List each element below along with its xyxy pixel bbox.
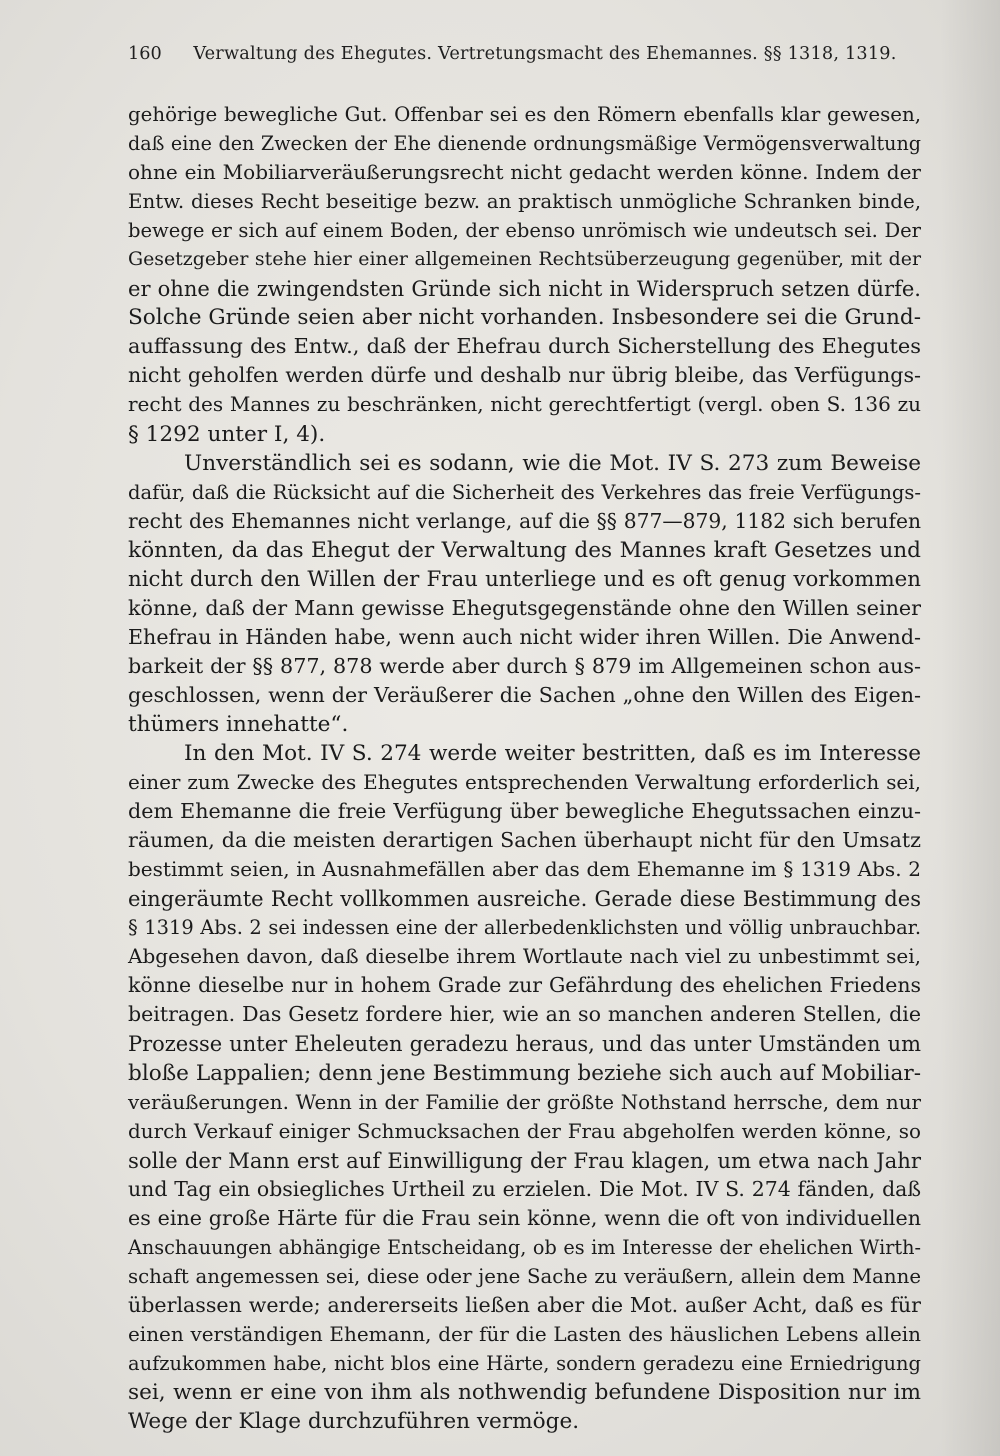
text-line: Prozesse unter Eheleuten geradezu heraus, und das unter Umständen um [128,1031,921,1056]
text-line: Gesetzgeber stehe hier einer allgemeinen Rechtsüberzeugung gegenüber, mit der [128,248,921,271]
paragraph [128,449,921,739]
text-line: bestimmt seien, in Ausnahmefällen aber das dem Ehemanne im § 1319 Abs. 2 [128,857,921,882]
text-line: Wege der Klage durchzuführen vermöge. [128,1409,580,1435]
paragraph [128,739,921,1436]
text-line: er ohne die zwingendsten Gründe sich nicht in Widerspruch setzen dürfe. [128,276,921,302]
running-title: Verwaltung des Ehegutes. Vertretungsmacht des Ehemannes. §§ 1318, 1319. [193,44,897,64]
text-line: sei, wenn er eine von ihm als nothwendig befundene Disposition nur im [128,1380,921,1406]
text-line: könne dieselbe nur in hohem Grade zur Gefährdung des ehelichen Friedens [128,973,921,998]
text-line: und Tag ein obsiegliches Urtheil zu erzielen. Die Mot. IV S. 274 fänden, daß [128,1176,921,1201]
text-line: könnten, da das Ehegut der Verwaltung des Mannes kraft Gesetzes und [128,537,921,563]
text-line: Entw. dieses Recht beseitige bezw. an praktisch unmögliche Schranken binde, [128,190,921,214]
text-line: daß eine den Zwecken der Ehe dienende ordnungsmäßige Vermögensverwaltung [128,132,921,156]
text-line: schaft angemessen sei, diese oder jene Sache zu veräußern, allein dem Manne [128,1264,921,1288]
text-line: nicht durch den Willen der Frau unterliege und es oft genug vorkommen [128,566,921,592]
text-line: ohne ein Mobiliarveräußerungsrecht nicht gedacht werden könne. Indem der [128,160,921,185]
text-line: Abgesehen davon, daß dieselbe ihrem Wortlaute nach viel zu unbestimmt sei, [128,944,921,969]
text-line: Anschauungen abhängige Entscheidang, ob es im Interesse der ehelichen Wirth- [128,1235,921,1259]
text-line: räumen, da die meisten derartigen Sachen überhaupt nicht für den Umsatz [128,828,921,853]
text-line: geschlossen, wenn der Veräußerer die Sachen „ohne den Willen des Eigen- [128,682,921,707]
text-line: eingeräumte Recht vollkommen ausreiche. Gerade diese Bestimmung des [128,886,921,912]
text-line: § 1319 Abs. 2 sei indessen eine der allerbedenklichsten und völlig unbrauchbar. [128,916,921,940]
text-line: barkeit der §§ 877, 878 werde aber durch § 879 im Allgemeinen schon aus- [128,653,921,678]
text-line: überlassen werde; andererseits ließen aber die Mot. außer Acht, daß es für [128,1292,921,1317]
text-line: bloße Lappalien; denn jene Bestimmung beziehe sich auch auf Mobiliar- [128,1060,921,1086]
text-line: recht des Ehemannes nicht verlange, auf die §§ 877—879, 1182 sich berufen [128,508,921,533]
body-text [128,100,921,1436]
text-line: nicht geholfen werden dürfe und deshalb nur übrig bleibe, das Verfügungs- [128,363,921,388]
text-line: es eine große Härte für die Frau sein könne, wenn die oft von individuellen [128,1205,921,1230]
text-line: einer zum Zwecke des Ehegutes entsprechenden Verwaltung erforderlich sei, [128,770,921,795]
text-line: dafür, daß die Rücksicht auf die Sicherheit des Verkehres das freie Verfügungs- [128,480,921,504]
text-line: veräußerungen. Wenn in der Familie der größte Nothstand herrsche, dem nur [128,1090,921,1114]
text-line: dem Ehemanne die freie Verfügung über bewegliche Ehegutssachen einzu- [128,799,921,824]
page-header [128,44,898,76]
text-line: könne, daß der Mann gewisse Ehegutsgegenstände ohne den Willen seiner [128,595,921,620]
text-line: recht des Mannes zu beschränken, nicht gerechtfertigt (vergl. oben S. 136 zu [128,392,921,417]
paragraph [128,100,921,449]
text-line: Ehefrau in Händen habe, wenn auch nicht wider ihren Willen. Die Anwend- [128,624,921,649]
text-line: Solche Gründe seien aber nicht vorhanden. Insbesondere sei die Grund- [128,305,921,331]
text-line: durch Verkauf einiger Schmucksachen der Frau abgeholfen werden könne, so [128,1119,921,1143]
page-edge-shadow [940,0,1000,1456]
text-line: gehörige bewegliche Gut. Offenbar sei es den Römern ebenfalls klar gewesen, [128,103,921,126]
text-line: Unverständlich sei es sodann, wie die Mot. IV S. 273 zum Beweise [184,450,921,476]
text-line: aufzukommen habe, nicht blos eine Härte, sondern geradezu eine Erniedrigung [128,1352,921,1376]
text-line: § 1292 unter I, 4). [128,421,326,447]
text-line: bewege er sich auf einem Boden, der ebenso unrömisch wie undeutsch sei. Der [128,219,921,243]
page-number: 160 [128,44,162,64]
text-line: einen verständigen Ehemann, der für die Lasten des häuslichen Lebens allein [128,1321,921,1346]
text-line: In den Mot. IV S. 274 werde weiter bestritten, daß es im Interesse [184,741,921,767]
text-line: solle der Mann erst auf Einwilligung der Frau klagen, um etwa nach Jahr [128,1147,921,1173]
text-line: auffassung des Entw., daß der Ehefrau durch Sicherstellung des Ehegutes [128,334,921,359]
text-line: beitragen. Das Gesetz fordere hier, wie an so manchen anderen Stellen, die [128,1002,921,1027]
text-line: thümers innehatte“. [128,711,349,737]
